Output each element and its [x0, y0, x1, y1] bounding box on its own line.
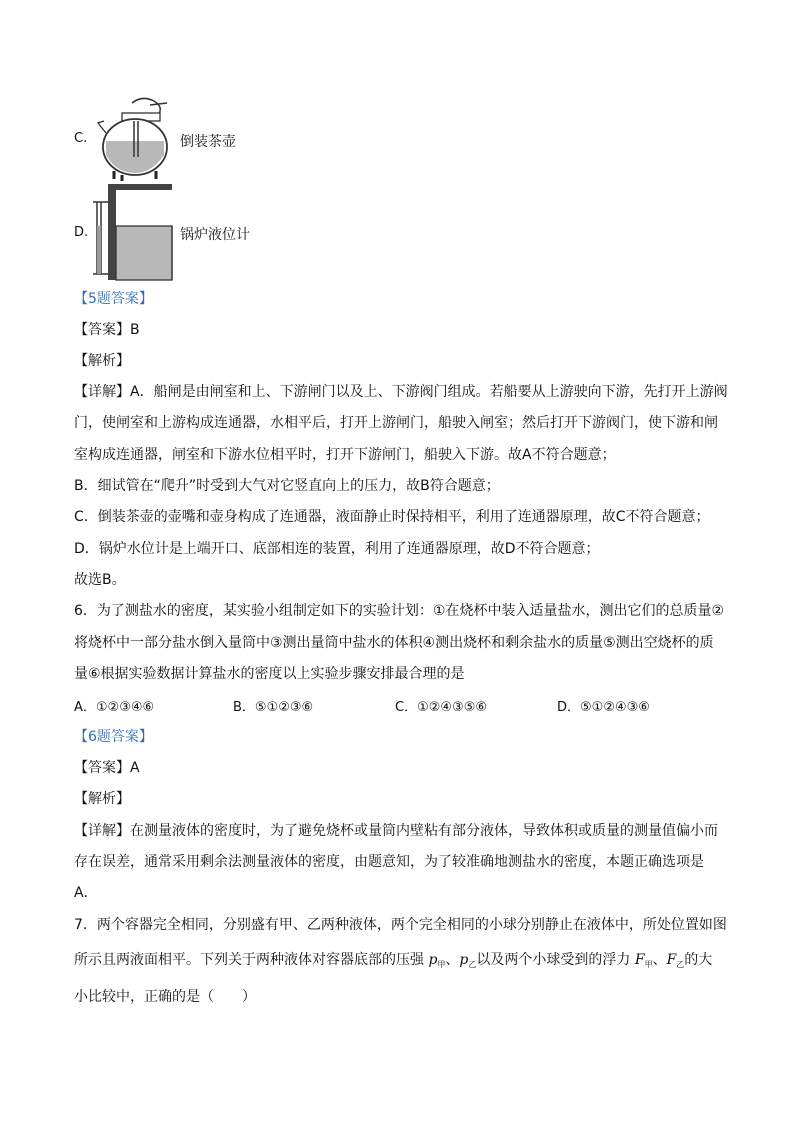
q6-detail-tag: 【详解】 — [74, 823, 130, 839]
boiler-gauge-caption: 锅炉液位计 — [180, 227, 250, 243]
q6-stem-line-1: 6．为了测盐水的密度，某实验小组制定如下的实验计划：①在烧杯中装入适量盐水，测出它们的总质量② — [74, 603, 725, 619]
q6-stem-line-2: 将烧杯中一部分盐水倒入量筒中③测出量筒中盐水的体积④测出烧杯和剩余盐水的质量⑤测出空烧杯的质 — [74, 635, 714, 651]
q5-option-b-explanation: B．细试管在“爬升”时受到大气对它竖直向上的压力，故B符合题意； — [74, 478, 500, 494]
q7-stem-line-1: 7．两个容器完全相同，分别盛有甲、乙两种液体，两个完全相同的小球分别静止在液体中，所处位置如图 — [74, 917, 727, 933]
q7-stem-line-3: 小比较中，正确的是（ ） — [74, 989, 256, 1005]
q6-analysis-tag: 【解析】 — [74, 791, 130, 807]
q6-detail-text: 在测量液体的密度时，为了避免烧杯或量筒内壁粘有部分液体，导致体积或质量的测量值偏小而 — [130, 823, 718, 839]
q6-option-b: B．⑤①②③⑥ — [233, 700, 314, 715]
q7-separator-1: 、 — [445, 952, 460, 968]
buoyancy-symbol-jia: $F_甲$ — [634, 952, 653, 969]
q5-option-d-explanation: D．锅炉水位计是上端开口、底部相连的装置，利用了连通器原理，故D不符合题意； — [74, 541, 600, 557]
q6-answer: 【答案】A — [74, 760, 140, 776]
q7-text-a: 所示且两液面相平。下列关于两种液体对容器底部的压强 — [74, 952, 424, 968]
teapot-caption: 倒装茶壶 — [180, 134, 236, 150]
buoyancy-symbol-yi: $F_乙$ — [666, 952, 685, 969]
q7-separator-2: 、 — [652, 952, 667, 968]
q5-conclusion: 故选B。 — [74, 572, 126, 588]
q6-option-d: D．⑤①②④③⑥ — [557, 700, 650, 715]
q6-stem-line-3: 量⑥根据实验数据计算盐水的密度以上实验步骤安排最合理的是 — [74, 666, 465, 682]
q6-option-c: C．①②④③⑤⑥ — [395, 700, 488, 715]
q6-answer-header: 【6题答案】 — [74, 729, 153, 745]
q7-text-c: 的大 — [684, 952, 713, 968]
q5-option-c-explanation: C．倒装茶壶的壶嘴和壶身构成了连通器，液面静止时保持相平，利用了连通器原理，故C不符合题意； — [74, 509, 710, 525]
q5-analysis-tag: 【解析】 — [74, 353, 130, 369]
q5-detail-text: A．船闸是由闸室和上、下游闸门以及上、下游阀门组成。若船要从上游驶向下游，先打开上游阀 — [130, 384, 728, 400]
q6-detail-line-1 — [74, 821, 718, 841]
pressure-symbol-yi: $p_乙$ — [459, 952, 477, 969]
q5-detail-line-3: 室构成连通器，闸室和下游水位相平时，打开下游闸门，船驶入下游。故A不符合题意； — [74, 447, 616, 463]
option-c-letter: C. — [74, 131, 88, 146]
q5-answer: 【答案】B — [74, 322, 140, 338]
q5-answer-header: 【5题答案】 — [74, 291, 153, 307]
inverted-teapot-figure — [92, 95, 192, 185]
q6-detail-line-2: 存在误差，通常采用剩余法测量液体的密度，由题意知，为了较准确地测盐水的密度，本题正确选项是 — [74, 854, 704, 870]
pressure-symbol-jia: $p_甲$ — [428, 952, 446, 969]
q5-detail-tag: 【详解】 — [74, 384, 130, 400]
q7-stem-line-2 — [74, 950, 712, 975]
q6-detail-line-3: A． — [74, 885, 98, 901]
q7-text-b: 以及两个小球受到的浮力 — [476, 952, 631, 968]
boiler-gauge-figure — [90, 182, 180, 282]
option-d-letter: D. — [74, 225, 89, 240]
q5-detail-line-2: 门，使闸室和上游构成连通器，水相平后，打开上游闸门，船驶入闸室；然后打开下游阀门，使下游和闸 — [74, 415, 718, 431]
q5-detail-line-1 — [74, 382, 728, 402]
q6-option-a: A．①②③④⑥ — [74, 700, 155, 715]
